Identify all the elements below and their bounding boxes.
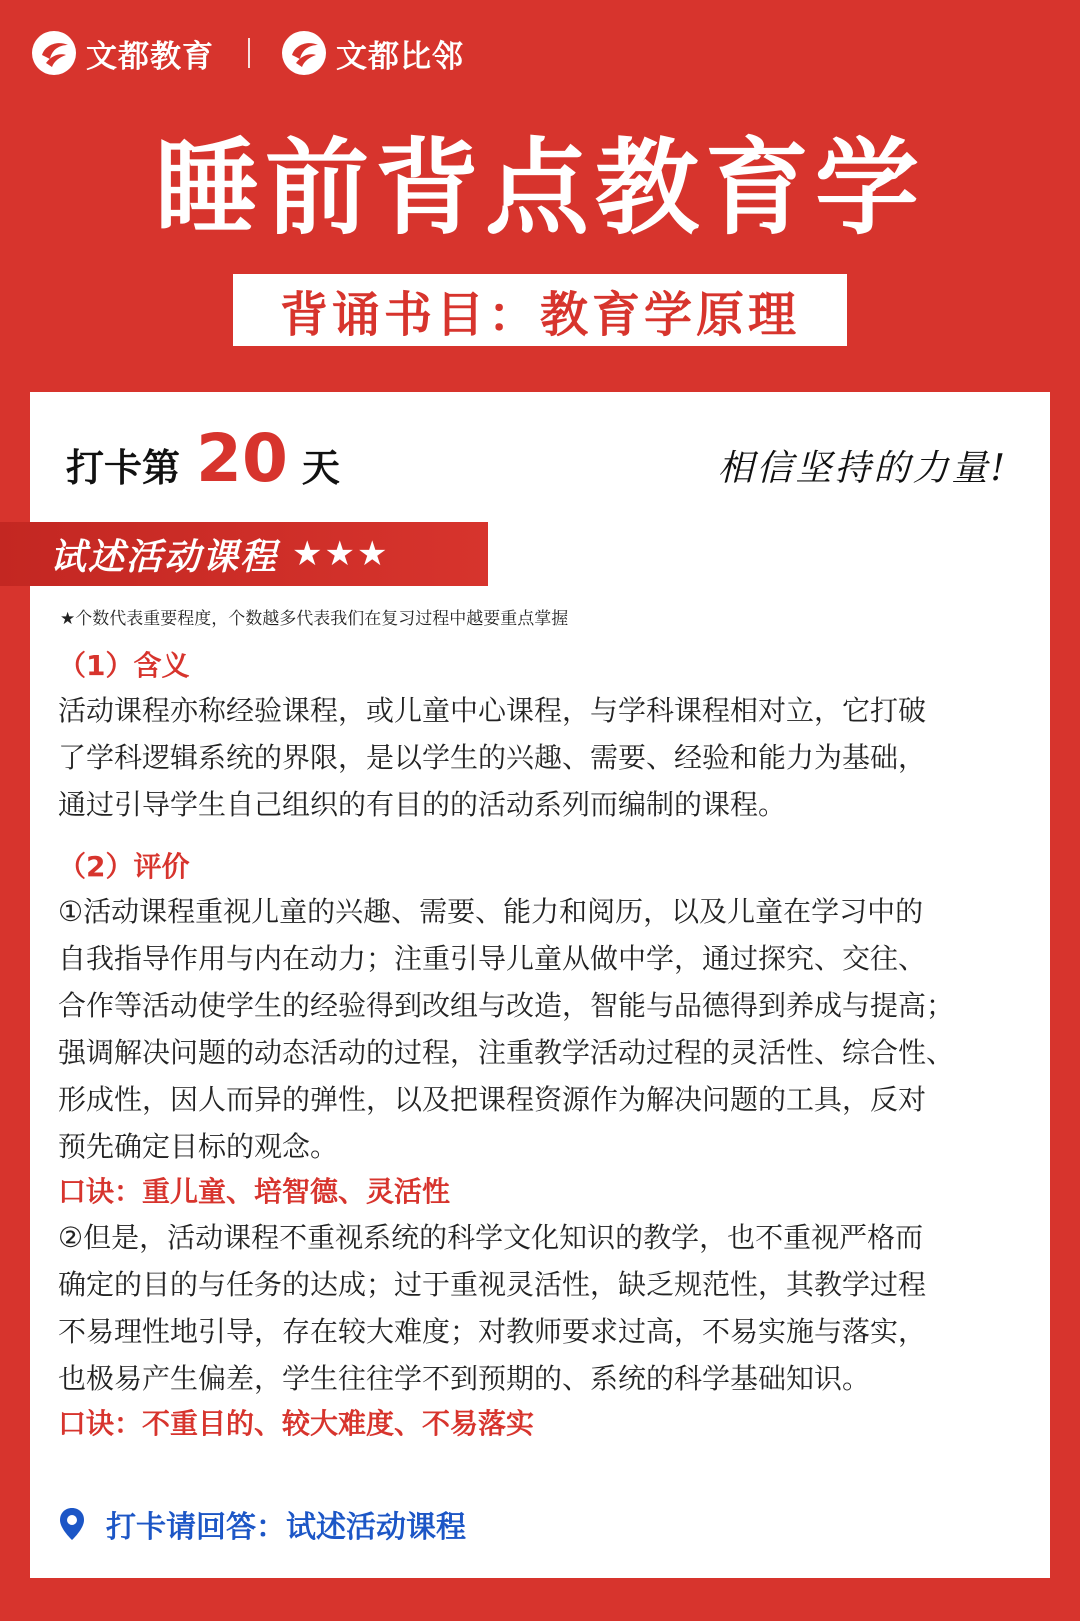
topic-label: 试述活动课程 [50,536,279,578]
checkin-prefix: 打卡第 [66,446,181,490]
brand-bar [30,28,464,78]
brand-wendu-education [30,29,214,77]
wendu-logo-icon [30,29,78,77]
brand-name-1: 文都教育 [86,38,214,75]
section-heading-meaning: （1）含义 [58,649,190,682]
brand-name-2: 文都比邻 [336,38,464,75]
topic-banner [0,522,488,586]
checkin-day [66,420,340,497]
checkin-day-number: 20 [196,420,288,497]
article-body [58,645,1048,1446]
star-note: ★个数代表重要程度，个数越多代表我们在复习过程中越要重点掌握 [60,609,569,629]
section-heading-evaluation: （2）评价 [58,850,190,883]
location-pin-icon [58,1507,86,1541]
content-card [30,392,1050,1578]
section-text-meaning: 活动课程亦称经验课程，或儿童中心课程，与学科课程相对立，它打破 了学科逻辑系统的界限，是以学生的兴趣、需要、经验和能力为基础， 通过引导学生自己组织的有目的的活动系列而编制的课程。 [58,694,927,821]
mnemonic-1: 口诀：重儿童、培智德、灵活性 [58,1175,451,1208]
checkin-suffix: 天 [301,446,340,490]
wendu-logo-icon [280,29,328,77]
answer-text: 打卡请回答：试述活动课程 [106,1510,466,1545]
page-title: 睡前背点教育学 [154,127,925,249]
mnemonic-2: 口诀：不重目的、较大难度、不易落实 [58,1407,535,1440]
importance-stars: ★★★ [292,534,390,574]
brand-divider [248,38,250,68]
checkin-answer-prompt [58,1502,466,1546]
book-subtitle: 背诵书目：教育学原理 [233,274,847,346]
slogan: 相信坚持的力量! [717,448,1008,489]
evaluation-text-1: ①活动课程重视儿童的兴趣、需要、能力和阅历，以及儿童在学习中的 自我指导作用与内在动力；注重引导儿童从做中学，通过探究、交往、 合作等活动使学生的经验得到改组与改造，智能与品德得到养成与提高； 强调解决问题的动态活动的过程，注重教学活动过程的灵活性、综合性、 形成性，因人而异的弹性，以及把课程资源作为解决问题的工具，反对 预先确定目标的观念。 [58,895,955,1163]
evaluation-text-2: ②但是，活动课程不重视系统的科学文化知识的教学，也不重视严格而 确定的目的与任务的达成；过于重视灵活性，缺乏规范性，其教学过程 不易理性地引导，存在较大难度；对教师要求过高，不易实施与落实， 也极易产生偏差，学生往往学不到预期的、系统的科学基础知识。 [58,1221,927,1395]
brand-wendu-bilin [280,29,464,77]
